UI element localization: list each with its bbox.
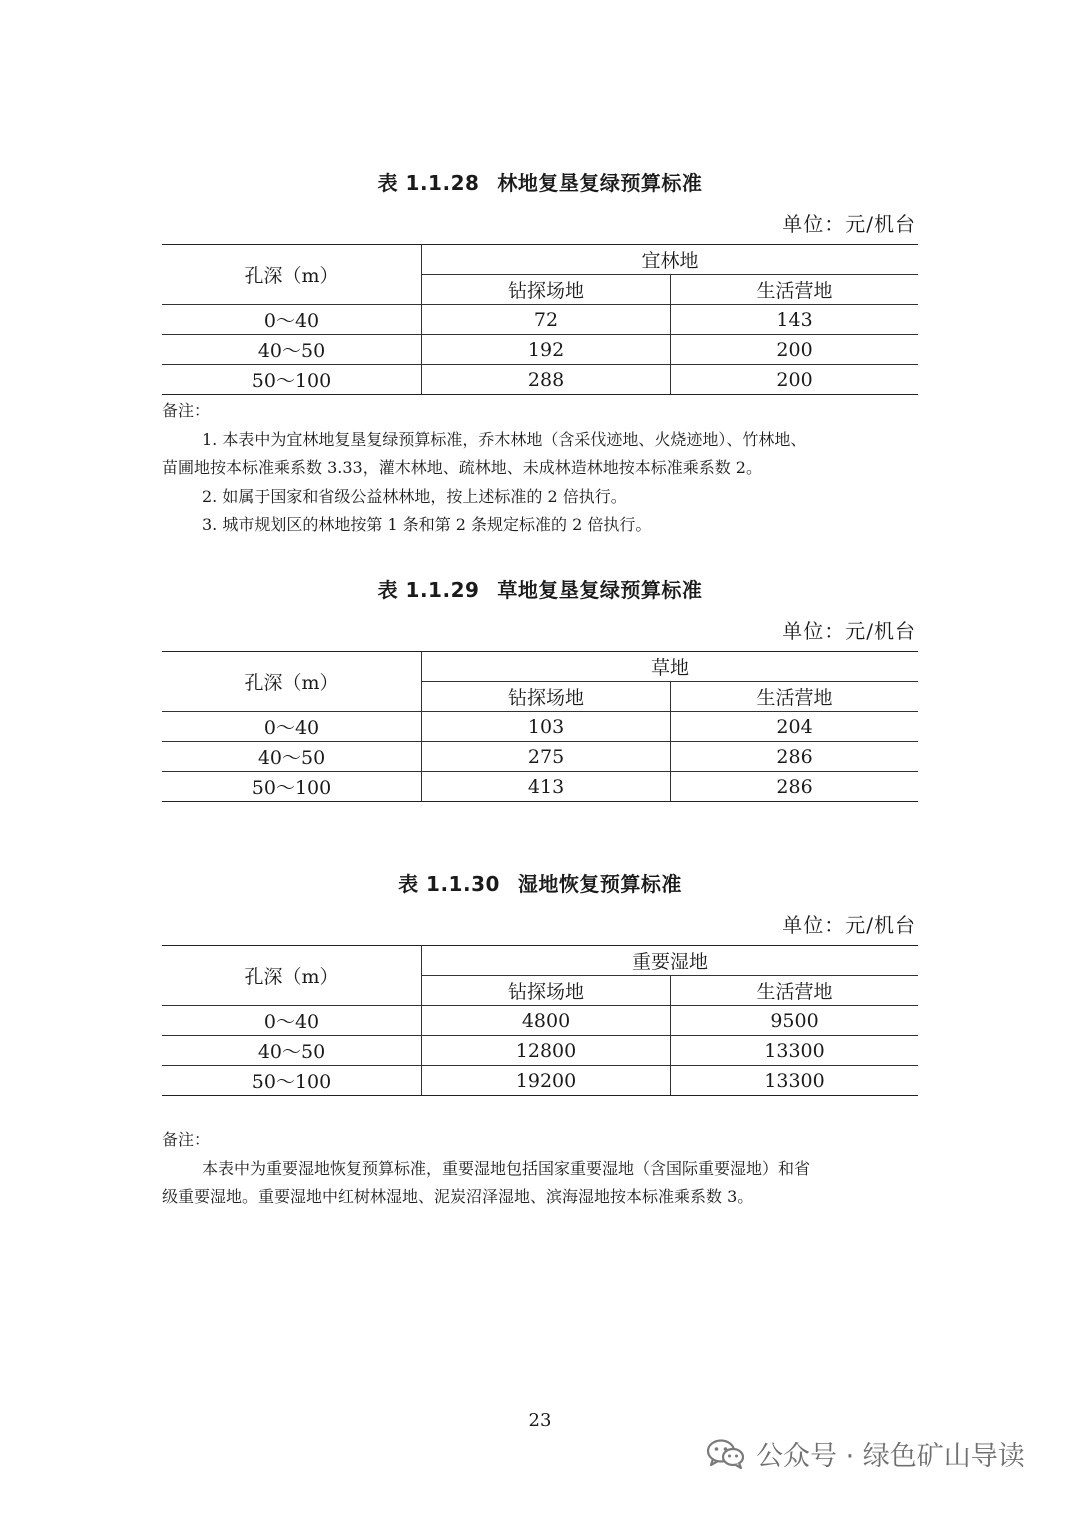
depth-cell: 0～40 xyxy=(162,305,422,335)
table-caption: 湿地恢复预算标准 xyxy=(517,872,682,896)
table-row xyxy=(162,1006,918,1036)
value-cell: 72 xyxy=(422,305,671,335)
value-cell: 413 xyxy=(422,772,671,802)
depth-cell: 40～50 xyxy=(162,742,422,772)
depth-cell: 40～50 xyxy=(162,335,422,365)
forest-budget-table xyxy=(162,244,918,395)
value-cell: 204 xyxy=(671,712,918,742)
depth-cell: 0～40 xyxy=(162,712,422,742)
column-header-drill-site: 钻探场地 xyxy=(422,682,671,712)
value-cell: 9500 xyxy=(671,1006,918,1036)
column-header-camp: 生活营地 xyxy=(671,682,918,712)
value-cell: 19200 xyxy=(422,1066,671,1096)
table-number: 表 1.1.28 xyxy=(377,171,480,195)
note-line: 1. 本表中为宜林地复垦复绿预算标准，乔木林地（含采伐迹地、火烧迹地）、竹林地、 xyxy=(202,429,807,449)
notes-label: 备注： xyxy=(162,1130,211,1149)
column-header-drill-site: 钻探场地 xyxy=(422,976,671,1006)
land-type-header: 宜林地 xyxy=(422,245,919,275)
table-row xyxy=(162,365,918,395)
unit-label: 单位：元/机台 xyxy=(782,913,916,937)
depth-header: 孔深（m） xyxy=(162,652,422,712)
value-cell: 288 xyxy=(422,365,671,395)
depth-cell: 50～100 xyxy=(162,365,422,395)
note-line: 本表中为重要湿地恢复预算标准，重要湿地包括国家重要湿地（含国际重要湿地）和省 xyxy=(202,1158,811,1178)
value-cell: 12800 xyxy=(422,1036,671,1066)
value-cell: 4800 xyxy=(422,1006,671,1036)
column-header-camp: 生活营地 xyxy=(671,275,918,305)
table-title-1-1-30 xyxy=(0,868,1080,897)
depth-cell: 50～100 xyxy=(162,772,422,802)
depth-cell: 50～100 xyxy=(162,1066,422,1096)
table-title-1-1-29 xyxy=(0,574,1080,603)
notes-label: 备注： xyxy=(162,401,211,420)
table-row xyxy=(162,742,918,772)
grassland-budget-table xyxy=(162,651,918,802)
value-cell: 13300 xyxy=(671,1066,918,1096)
table-title-1-1-28 xyxy=(0,167,1080,196)
value-cell: 200 xyxy=(671,365,918,395)
table-row xyxy=(162,712,918,742)
value-cell: 192 xyxy=(422,335,671,365)
table-row xyxy=(162,305,918,335)
value-cell: 286 xyxy=(671,742,918,772)
value-cell: 143 xyxy=(671,305,918,335)
value-cell: 200 xyxy=(671,335,918,365)
table-row xyxy=(162,335,918,365)
watermark xyxy=(706,1434,1025,1473)
table-row xyxy=(162,1066,918,1096)
table-number: 表 1.1.30 xyxy=(398,872,500,896)
column-header-drill-site: 钻探场地 xyxy=(422,275,671,305)
notes-1-1-28 xyxy=(162,397,922,540)
table-row xyxy=(162,1036,918,1066)
note-line: 级重要湿地。重要湿地中红树林湿地、泥炭沼泽湿地、滨海湿地按本标准乘系数 3。 xyxy=(162,1187,754,1206)
table-number: 表 1.1.29 xyxy=(377,578,480,602)
depth-cell: 40～50 xyxy=(162,1036,422,1066)
land-type-header: 草地 xyxy=(422,652,919,682)
table-row xyxy=(162,772,918,802)
value-cell: 286 xyxy=(671,772,918,802)
wetland-budget-table xyxy=(162,945,918,1096)
depth-header: 孔深（m） xyxy=(162,245,422,305)
value-cell: 13300 xyxy=(671,1036,918,1066)
note-line: 苗圃地按本标准乘系数 3.33，灌木林地、疏林地、未成林造林地按本标准乘系数 2。 xyxy=(162,458,762,477)
value-cell: 275 xyxy=(422,742,671,772)
note-line: 3. 城市规划区的林地按第 1 条和第 2 条规定标准的 2 倍执行。 xyxy=(202,515,652,534)
table-caption: 草地复垦复绿预算标准 xyxy=(497,578,703,602)
unit-label: 单位：元/机台 xyxy=(782,619,916,643)
page-number: 23 xyxy=(528,1410,552,1431)
land-type-header: 重要湿地 xyxy=(422,946,919,976)
unit-label: 单位：元/机台 xyxy=(782,212,916,236)
note-line: 2. 如属于国家和省级公益林林地，按上述标准的 2 倍执行。 xyxy=(202,486,627,506)
depth-cell: 0～40 xyxy=(162,1006,422,1036)
table-caption: 林地复垦复绿预算标准 xyxy=(497,171,703,195)
value-cell: 103 xyxy=(422,712,671,742)
wechat-icon xyxy=(706,1438,746,1470)
watermark-text: 公众号 · 绿色矿山导读 xyxy=(756,1441,1025,1472)
notes-1-1-30 xyxy=(162,1126,922,1212)
column-header-camp: 生活营地 xyxy=(671,976,918,1006)
depth-header: 孔深（m） xyxy=(162,946,422,1006)
